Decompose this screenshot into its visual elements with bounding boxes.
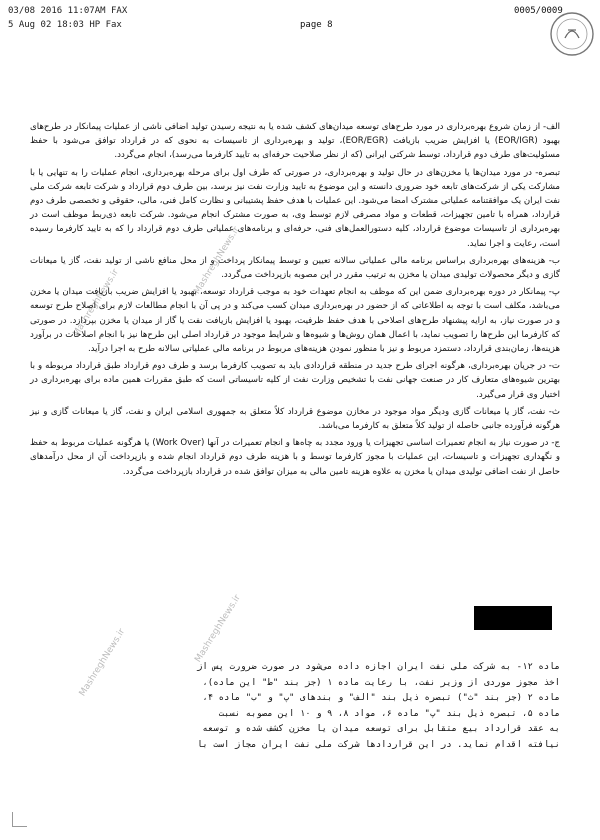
- fax-time: 11:07AM: [67, 6, 106, 16]
- page-number: page 8: [300, 20, 333, 30]
- fax-label: FAX: [110, 6, 128, 16]
- fax-year-2: 02: [40, 20, 52, 30]
- fax-day: 5: [8, 20, 14, 30]
- paragraph-tabsareh: تبصره- در مورد میدان‌ها یا مخزن‌های در حال تولید و بهره‌برداری، در صورتی که طرف اول برای مرحله بهره‌برداری، انجام عملیات را به تنهایی یا با مشارکت یکی از شرکت‌های تابعه خود ضروری دانسته و این موضوع به تایید وزارت نفت نیز برسد، بین طرف دوم قرارداد و شرکت تابعه شرکت ملی نفت ایران یک موافقتنامه عملیاتی مشترک امضا می‌شود. این عملیات با هدف حفظ پشتیبانی و نظارت کامل فنی، مالی، حقوقی و تخصصی طرف دوم قرارداد، همراه با تامین تجهیزات، قطعات و مواد مصرفی لازم توسط وی، به صورت مشترک انجام می‌شود. شرکت تابعه ذی‌ربط موظف است در بهره‌برداری از تاسیسات موضوع قرارداد، کلیه دستورالعمل‌های فنی، حرفه‌ای و برنامه‌های عملیاتی طرف دوم قرارداد را که به تایید کارفرما رسیده است، رعایت و اجرا نماید.: [30, 167, 560, 249]
- article-line: ماده ۵، تبصره ذیل بند "پ" ماده ۶، مواد ۸، ۹ و ۱۰ این مصوبه نسبت: [218, 708, 560, 719]
- watermark-text: MashreghNews.ir: [192, 225, 242, 297]
- paragraph-pe: پ- پیمانکار در دوره بهره‌برداری ضمن این که موظف به انجام تعهدات خود به موجب قرارداد توسعه، بهبود یا افزایش ضریب بازیافت میدان یا مخزن می‌باشد، مکلف است با توجه به اطلاعاتی که از حضور در بهره‌برداری میدان کسب می‌کند و در پی آن با انجام مطالعات لازم برای اصلاح طرح توسعه و در صورت نیاز، به ارایه پیشنهاد طرح‌های اصلاحی با هدف حفظ ظرفیت، بهبود یا افزایش بازیافت نفت یا گاز از میدان یا مخزن بپردازد. در صورتی که کارفرما این طرح‌ها را تصویب نماید، با اعمال همان روش‌ها و شیوه‌ها و شرایط موجود در قرارداد اصلی این طرح‌ها نیز با انجام اصلاحات در برآورد هزینه‌ها، زمان‌بندی قرارداد، دستمزد مربوط و نیز با منظور نمودن هزینه‌های مربوط در برنامه مالی عملیاتی سالانه طرح به اجرا درآید.: [30, 287, 560, 355]
- paragraph-jim: ج- در صورت نیاز به انجام تعمیرات اساسی تجهیزات یا ورود مجدد به چاه‌ها و انجام تعمیرات در آنها (Work Over) یا هرگونه عملیات مربوط به حفظ و نگهداری تجهیزات و تاسیسات، این عملیات با مجوز کارفرما توسط و با هزینه طرف دوم قرارداد انجام شده و بازپرداخت آن از محل درآمدهای حاصل از نفت اضافی تولیدی میدان یا مخزن به علاوه هزینه تامین مالی به میزان توافق شده در قرارداد بازپرداخت می‌گردد.: [30, 438, 560, 477]
- seal-logo-icon: [548, 10, 596, 58]
- paragraph-te: ت- در جریان بهره‌برداری، هرگونه اجرای طرح جدید در منطقه قراردادی باید به تصویب کارفرما برسد و طرف دوم قرارداد طبق قرارداد مربوطه و با بهترین شیوه‌های متعارف کار در صنعت جهانی نفت با تشخیص وزارت نفت از کلیه تاسیساتی است که طبق مقررات همین ماده برای بهره‌برداری در اختیار وی قرار می‌گیرد.: [30, 361, 560, 400]
- article-line: اخذ مجوز موردی از وزیر نفت، با رعایت ماده ۱ (جز بند "ط" این ماده)،: [202, 677, 560, 688]
- fax-machine: HP: [89, 20, 101, 30]
- watermark-text: MashreghNews.ir: [193, 593, 243, 665]
- document-body: [30, 120, 560, 482]
- article-line: ماده ۲ (جز بند "ث") تبصره ذیل بند "الف" و بندهای "پ" و "ب" ماده ۴،: [202, 693, 560, 703]
- fax-header-line-1: [8, 6, 127, 16]
- watermark-lower: [60, 500, 260, 800]
- fax-header-line-2: [8, 20, 122, 30]
- paragraph-alef: الف- از زمان شروع بهره‌برداری در مورد طرح‌های توسعه میدان‌های کشف شده یا به نتیجه رسیدن تولید اضافی ناشی از عملیات پیمانکار در طرح‌های بهبود (EOR/IGR) یا افزایش ضریب بازیافت (EOR/EGR)، تولید و بهره‌برداری از تاسیسات به نحوی که در قرارداد توافق می‌شود با حفظ مسئولیت‌های طرف دوم قرارداد، توسط شرکتی ایرانی (که از نظر صلاحیت حرفه‌ای به تایید کارفرما می‌رسد)، انجام می‌گردد.: [30, 122, 560, 161]
- watermark-text: MashreghNews.ir: [77, 627, 128, 699]
- article-line: نیافته اقدام نماید. در این قراردادها شرکت ملی نفت ایران مجاز است با: [196, 739, 560, 750]
- fax-label-2: Fax: [105, 20, 122, 30]
- article-line: ماده ۱۲- به شرکت ملی نفت ایران اجازه داده می‌شود در صورت ضرورت پس از: [196, 662, 560, 672]
- watermark-text: MashreghNews.ir: [71, 267, 122, 339]
- article-12-block: [30, 660, 560, 753]
- fax-time-2: 18:03: [56, 20, 84, 30]
- fax-year: 2016: [40, 6, 63, 16]
- fax-date: 03/08: [8, 6, 36, 16]
- page-corner-mark: [12, 812, 27, 827]
- paragraph-se: ث- نفت، گاز یا میعانات گازی ودیگر مواد موجود در مخازن موضوع قرارداد کلاً متعلق به جمهوری اسلامی ایران و نفت، گاز یا میعانات گازی و نیز هرگونه فرآورده جانبی حاصله از تولید کلاً متعلق به کارفرما می‌باشد.: [30, 406, 560, 432]
- article-line: به عقد قرارداد بیع متقابل برای توسعه میدان یا مخزن کشف شده و توسعه: [202, 724, 560, 734]
- redaction-box: [474, 606, 552, 630]
- paragraph-be: ب- هزینه‌های بهره‌برداری براساس برنامه مالی عملیاتی سالانه تعیین و توسط پیمانکار پرداخت و از محل منافع ناشی از تولید نفت، گاز یا میعانات گازی و دیگر محصولات تولیدی میدان یا مخزن به ترتیب مقرر در این مصوبه بازپرداخت می‌گردد.: [30, 255, 560, 281]
- doc-number: 0005/0009: [514, 6, 563, 16]
- fax-month: Aug: [18, 20, 36, 30]
